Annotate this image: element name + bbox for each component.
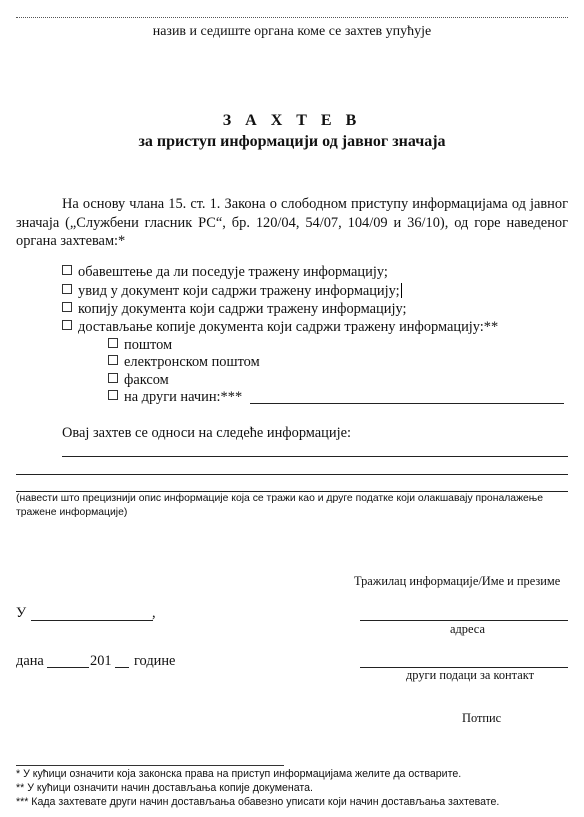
form-title: З А Х Т Е В [222, 112, 362, 129]
authority-caption: назив и седиште органа коме се захтев упућује [152, 24, 432, 39]
option-notice[interactable] [62, 264, 388, 281]
delivery-fax[interactable] [108, 372, 169, 389]
checkbox-mail[interactable] [108, 338, 118, 348]
option-inspection-label: увид у документ који садржи тражену информацију; [78, 283, 400, 299]
delivery-email[interactable] [108, 354, 260, 371]
place-prefix: У [16, 605, 27, 621]
delivery-other-field[interactable] [250, 403, 564, 404]
checkbox-delivery[interactable] [62, 320, 72, 330]
footnote-3: *** Када захтевате други начин достављања обавезно уписати који начин достављања захтевате. [16, 796, 500, 808]
checkbox-email[interactable] [108, 355, 118, 365]
footnote-separator [16, 765, 284, 766]
address-label: адреса [450, 622, 485, 636]
contact-label: други подаци за контакт [406, 668, 535, 682]
place-comma: , [152, 605, 156, 621]
option-copy[interactable] [62, 301, 406, 318]
year-prefix: 201 [90, 653, 112, 669]
option-delivery[interactable] [62, 319, 498, 336]
option-delivery-label: достављање копије документа који садржи тражену информацију:** [78, 319, 499, 335]
delivery-other-label: на други начин:*** [124, 389, 243, 405]
signature-label: Потпис [462, 711, 502, 725]
checkbox-notice[interactable] [62, 265, 72, 275]
year-suffix: године [134, 653, 176, 669]
applicant-address-field[interactable] [360, 620, 568, 621]
form-subtitle: за приступ информацији од јавног значаја [138, 133, 446, 150]
request-relates-label: Овај захтев се односи на следеће информације: [62, 425, 351, 441]
intro-text: На основу члана 15. ст. 1. Закона о слободном приступу информацијама од јавног значаја („Службени гласник РС“, бр. 120/04, 54/07, 104/09 и 36/10), од горе наведеног органа захтевам:* [16, 196, 568, 249]
text-cursor [401, 283, 402, 298]
delivery-mail[interactable] [108, 337, 172, 354]
request-line-2[interactable] [16, 474, 568, 475]
checkbox-fax[interactable] [108, 373, 118, 383]
checkbox-inspection[interactable] [62, 284, 72, 294]
delivery-mail-label: поштом [124, 337, 173, 353]
year-field[interactable] [115, 667, 129, 668]
option-notice-label: обавештење да ли поседује тражену информацију; [78, 264, 388, 280]
place-field[interactable] [31, 620, 153, 621]
request-hint: (навести што прецизнији опис информације која се тражи као и друге податке који олакшавају проналажење тражене информације) [16, 493, 544, 518]
delivery-email-label: електронском поштом [124, 354, 260, 370]
checkbox-other[interactable] [108, 390, 118, 400]
option-inspection[interactable] [62, 283, 402, 300]
date-label: дана [16, 653, 44, 669]
delivery-fax-label: факсом [124, 372, 169, 388]
authority-dotted-line [16, 17, 568, 18]
intro-paragraph [16, 195, 568, 251]
footnote-2: ** У кућици означити начин достављања копије докумената. [16, 782, 313, 794]
date-field[interactable] [47, 667, 89, 668]
option-copy-label: копију документа који садржи тражену информацију; [78, 301, 407, 317]
checkbox-copy[interactable] [62, 302, 72, 312]
applicant-label: Тражилац информације/Име и презиме [354, 574, 561, 588]
request-line-1[interactable] [62, 456, 568, 457]
delivery-other[interactable] [108, 389, 242, 406]
footnote-1: * У кућици означити која законска права на приступ информацијама желите да остварите. [16, 768, 462, 780]
